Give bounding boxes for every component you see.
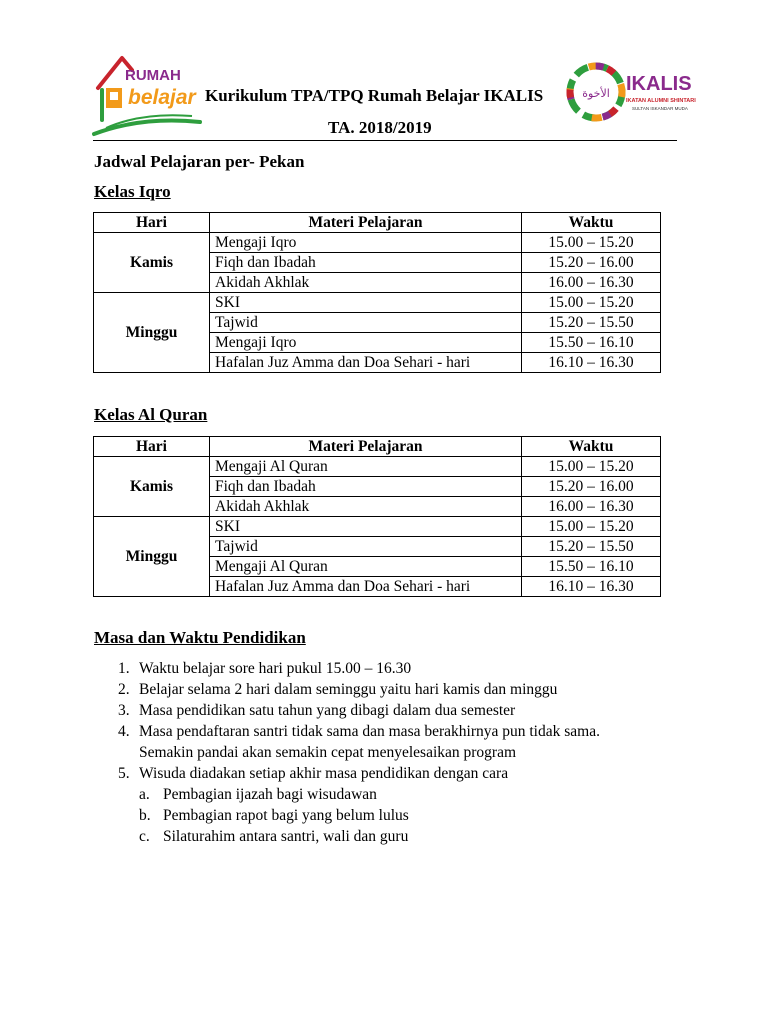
table-row — [94, 457, 661, 477]
subject-cell: Mengaji Iqro — [210, 333, 522, 353]
time-cell: 16.00 – 16.30 — [522, 273, 661, 293]
column-header-waktu: Waktu — [522, 437, 661, 457]
document-title: Kurikulum TPA/TPQ Rumah Belajar IKALIS — [205, 86, 544, 105]
kelas-al-quran-table — [93, 436, 661, 597]
time-cell: 15.50 – 16.10 — [522, 557, 661, 577]
logo-left-top-text: RUMAH — [125, 67, 181, 84]
table-row — [94, 517, 661, 537]
sublist-item — [139, 826, 694, 847]
graduation-sublist — [139, 784, 694, 847]
subject-cell: Tajwid — [210, 313, 522, 333]
day-cell: Minggu — [94, 517, 210, 597]
kelas-iqro-table — [93, 212, 661, 373]
header-divider — [93, 140, 677, 141]
list-item-text: Wisuda diadakan setiap akhir masa pendidikan dengan cara — [139, 765, 509, 782]
table-row — [94, 233, 661, 253]
list-item-number: 1. — [118, 660, 130, 677]
list-item-text: Belajar selama 2 hari dalam seminggu yaitu hari kamis dan minggu — [139, 681, 558, 698]
subject-cell: Hafalan Juz Amma dan Doa Sehari - hari — [210, 577, 522, 597]
time-cell: 15.00 – 15.20 — [522, 517, 661, 537]
list-item — [94, 700, 694, 721]
list-item-text: Masa pendaftaran santri tidak sama dan masa berakhirnya pun tidak sama. — [139, 723, 600, 740]
time-cell: 15.00 – 15.20 — [522, 293, 661, 313]
time-cell: 16.10 – 16.30 — [522, 353, 661, 373]
list-item-number: 4. — [118, 723, 130, 740]
subject-cell: Mengaji Iqro — [210, 233, 522, 253]
sublist-item-text: Silaturahim antara santri, wali dan guru — [163, 828, 409, 845]
time-cell: 15.20 – 15.50 — [522, 313, 661, 333]
logo-right-subtitle: IKATAN ALUMNI SHINTARI — [626, 98, 696, 104]
kelas-al-quran-heading: Kelas Al Quran — [94, 405, 208, 424]
education-list — [94, 658, 694, 847]
sublist-item — [139, 784, 694, 805]
column-header-waktu: Waktu — [522, 213, 661, 233]
subject-cell: Akidah Akhlak — [210, 497, 522, 517]
logo-right-text: IKALIS — [626, 73, 692, 95]
time-cell: 15.20 – 15.50 — [522, 537, 661, 557]
schedule-heading: Jadwal Pelajaran per- Pekan — [94, 152, 305, 171]
list-item — [94, 679, 694, 700]
list-item-text: Waktu belajar sore hari pukul 15.00 – 16.30 — [139, 660, 412, 677]
kelas-iqro-heading: Kelas Iqro — [94, 182, 171, 201]
subject-cell: SKI — [210, 293, 522, 313]
time-cell: 15.50 – 16.10 — [522, 333, 661, 353]
ikalis-logo — [566, 60, 696, 130]
sublist-item-text: Pembagian ijazah bagi wisudawan — [163, 786, 377, 803]
list-item — [94, 721, 694, 763]
table-header-row — [94, 437, 661, 457]
list-item-number: 3. — [118, 702, 130, 719]
time-cell: 15.00 – 15.20 — [522, 457, 661, 477]
sublist-item-text: Pembagian rapot bagi yang belum lulus — [163, 807, 409, 824]
logo-right-tagline: SULTAN ISKANDAR MUDA — [632, 106, 688, 111]
sublist-item-letter: a. — [139, 786, 150, 803]
list-item-text-continued: Semakin pandai akan semakin cepat menyelesaikan program — [139, 744, 517, 761]
subject-cell: Akidah Akhlak — [210, 273, 522, 293]
subject-cell: Mengaji Al Quran — [210, 457, 522, 477]
subject-cell: Fiqh dan Ibadah — [210, 253, 522, 273]
column-header-hari: Hari — [94, 437, 210, 457]
sublist-item-letter: c. — [139, 828, 150, 845]
time-cell: 15.00 – 15.20 — [522, 233, 661, 253]
rumah-belajar-logo — [92, 50, 204, 138]
list-item — [94, 763, 694, 847]
academic-year: TA. 2018/2019 — [328, 118, 432, 137]
subject-cell: Hafalan Juz Amma dan Doa Sehari - hari — [210, 353, 522, 373]
table-row — [94, 293, 661, 313]
subject-cell: Mengaji Al Quran — [210, 557, 522, 577]
day-cell: Kamis — [94, 457, 210, 517]
time-cell: 16.10 – 16.30 — [522, 577, 661, 597]
day-cell: Kamis — [94, 233, 210, 293]
logo-left-bottom-text: belajar — [128, 86, 196, 109]
list-item — [94, 658, 694, 679]
table-header-row — [94, 213, 661, 233]
subject-cell: SKI — [210, 517, 522, 537]
list-item-number: 2. — [118, 681, 130, 698]
subject-cell: Fiqh dan Ibadah — [210, 477, 522, 497]
column-header-hari: Hari — [94, 213, 210, 233]
list-item-number: 5. — [118, 765, 130, 782]
time-cell: 15.20 – 16.00 — [522, 253, 661, 273]
list-item-text: Masa pendidikan satu tahun yang dibagi dalam dua semester — [139, 702, 516, 719]
time-cell: 16.00 – 16.30 — [522, 497, 661, 517]
column-header-materi: Materi Pelajaran — [210, 437, 522, 457]
sublist-item-letter: b. — [139, 807, 151, 824]
education-heading: Masa dan Waktu Pendidikan — [94, 628, 306, 647]
column-header-materi: Materi Pelajaran — [210, 213, 522, 233]
sublist-item — [139, 805, 694, 826]
svg-text:الأخوة: الأخوة — [582, 87, 610, 100]
day-cell: Minggu — [94, 293, 210, 373]
time-cell: 15.20 – 16.00 — [522, 477, 661, 497]
subject-cell: Tajwid — [210, 537, 522, 557]
